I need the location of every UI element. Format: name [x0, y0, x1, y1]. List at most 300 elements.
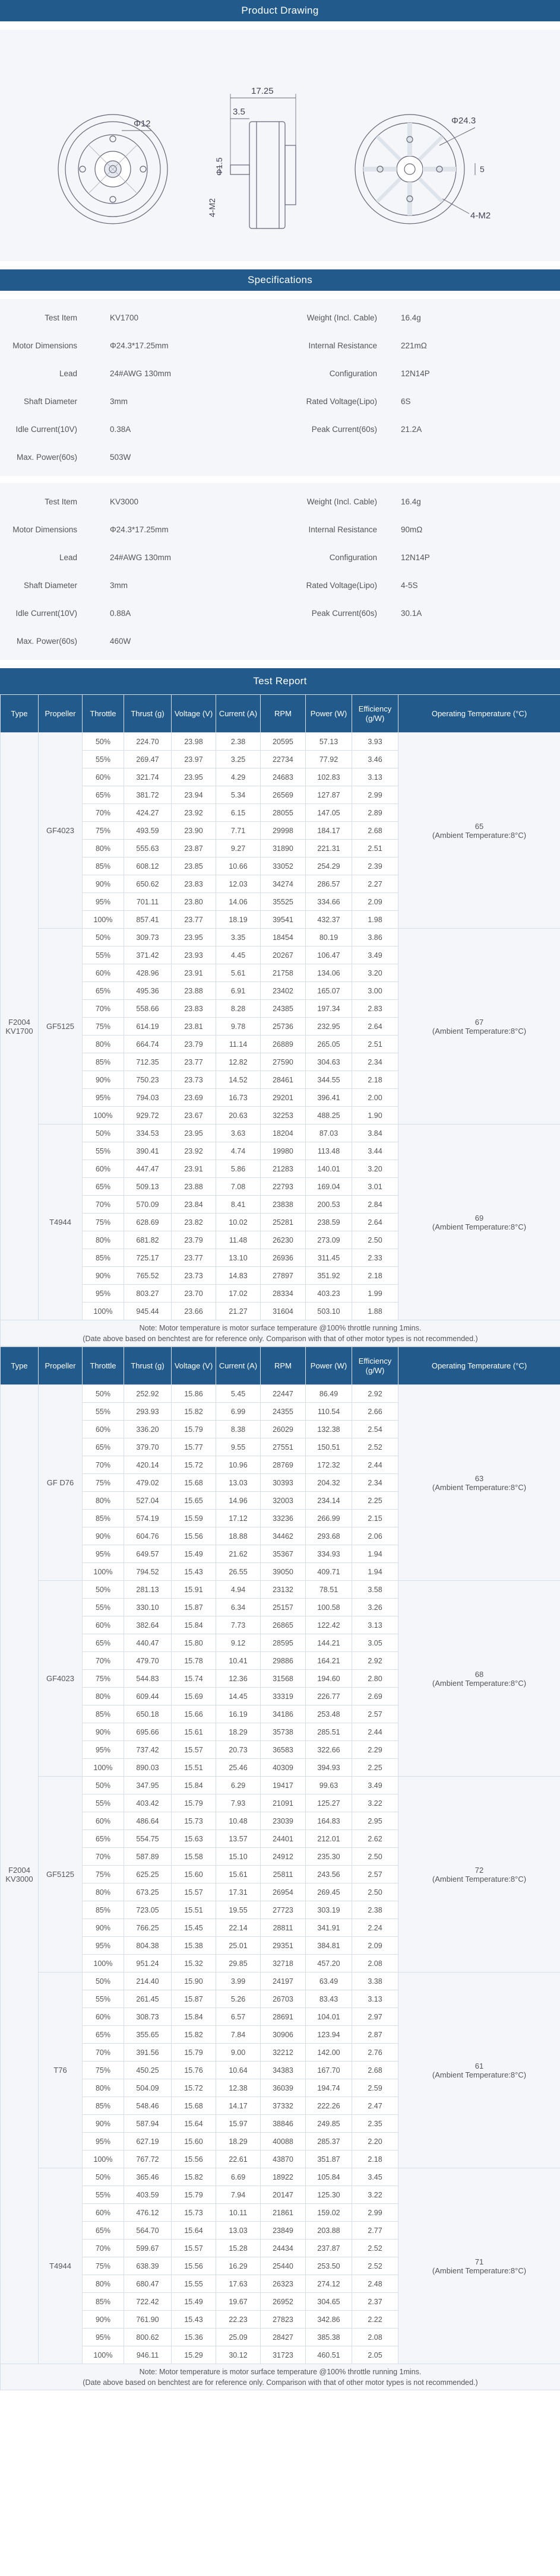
table-row: [1, 1581, 560, 1599]
data-cell: 15.65: [172, 1492, 216, 1510]
header-row: [1, 1347, 560, 1385]
data-cell: 12.38: [216, 2079, 261, 2097]
spec-value: 16.4g: [401, 497, 421, 506]
data-cell: 100%: [83, 1303, 124, 1320]
data-cell: 391.56: [124, 2044, 172, 2062]
column-header: Type: [1, 695, 39, 733]
spec-row: [0, 488, 560, 516]
data-cell: 555.63: [124, 840, 172, 857]
data-cell: 15.73: [172, 2204, 216, 2222]
data-cell: 3.45: [352, 2168, 398, 2186]
data-cell: 28769: [261, 1456, 306, 1474]
data-cell: 26.55: [216, 1563, 261, 1581]
data-cell: 1.99: [352, 1285, 398, 1303]
data-cell: 334.66: [306, 893, 352, 911]
product-drawing-title: Product Drawing: [241, 5, 319, 16]
data-cell: 95%: [83, 1285, 124, 1303]
data-cell: 34462: [261, 1527, 306, 1545]
data-cell: 574.19: [124, 1510, 172, 1527]
data-cell: 303.19: [306, 1901, 352, 1919]
data-cell: 23.97: [172, 751, 216, 768]
data-cell: 5.26: [216, 1990, 261, 2008]
data-cell: 558.66: [124, 1000, 172, 1018]
note-line-2: (Date above based on benchtest are for reference only. Comparison with that of other motor types is not recommended.): [83, 2378, 478, 2387]
data-cell: 2.18: [352, 1071, 398, 1089]
data-cell: 27551: [261, 1438, 306, 1456]
data-cell: 15.28: [216, 2240, 261, 2257]
data-cell: 23.90: [172, 822, 216, 840]
spec-label: Idle Current(10V): [15, 609, 77, 618]
data-cell: 125.27: [306, 1794, 352, 1812]
data-cell: 304.63: [306, 1053, 352, 1071]
data-cell: 2.29: [352, 1741, 398, 1759]
column-header: Power (W): [306, 1347, 352, 1385]
data-cell: 15.56: [172, 2151, 216, 2168]
data-cell: 200.53: [306, 1196, 352, 1214]
data-cell: 341.91: [306, 1919, 352, 1937]
data-cell: 293.68: [306, 1527, 352, 1545]
data-cell: 19.67: [216, 2293, 261, 2311]
data-cell: 15.32: [172, 1955, 216, 1973]
data-cell: 673.25: [124, 1883, 172, 1901]
data-cell: 237.87: [306, 2240, 352, 2257]
data-cell: 15.82: [172, 2168, 216, 2186]
data-cell: 28811: [261, 1919, 306, 1937]
data-cell: 15.43: [172, 1563, 216, 1581]
data-cell: 14.17: [216, 2097, 261, 2115]
data-cell: 479.02: [124, 1474, 172, 1492]
data-cell: 33319: [261, 1688, 306, 1705]
data-cell: 24385: [261, 1000, 306, 1018]
table-row: [1, 1973, 560, 1990]
data-cell: 35525: [261, 893, 306, 911]
spec-value: 0.38A: [110, 425, 131, 434]
spec-value: KV1700: [110, 313, 139, 322]
data-cell: 1.98: [352, 911, 398, 929]
dim-width: 17.25: [251, 86, 274, 96]
data-cell: 70%: [83, 1652, 124, 1670]
data-cell: 90%: [83, 1527, 124, 1545]
data-cell: 100%: [83, 1955, 124, 1973]
data-cell: 725.17: [124, 1249, 172, 1267]
data-cell: 26952: [261, 2293, 306, 2311]
data-cell: 2.95: [352, 1812, 398, 1830]
data-cell: 15.74: [172, 1670, 216, 1688]
data-cell: 23132: [261, 1581, 306, 1599]
data-cell: 234.14: [306, 1492, 352, 1510]
note-line-1: Note: Motor temperature is motor surface temperature @100% throttle running 1mins.: [139, 2367, 422, 2376]
data-cell: 2.44: [352, 1456, 398, 1474]
data-cell: 194.60: [306, 1670, 352, 1688]
data-cell: 95%: [83, 1937, 124, 1955]
data-cell: 26029: [261, 1421, 306, 1438]
spec-row: [0, 443, 560, 471]
data-cell: 6.29: [216, 1777, 261, 1794]
data-cell: 450.25: [124, 2062, 172, 2079]
data-cell: 2.48: [352, 2275, 398, 2293]
data-cell: 15.86: [172, 1385, 216, 1403]
data-cell: 403.23: [306, 1285, 352, 1303]
test-report-title: Test Report: [253, 675, 307, 687]
temperature-cell: [398, 1125, 560, 1320]
data-cell: 90%: [83, 1919, 124, 1937]
temperature-note: (Ambient Temperature:8°C): [432, 1874, 527, 1883]
data-cell: 18204: [261, 1125, 306, 1142]
data-cell: 140.01: [306, 1160, 352, 1178]
data-cell: 23.82: [172, 1214, 216, 1231]
data-cell: 15.61: [216, 1866, 261, 1883]
spec-label: Rated Voltage(Lipo): [306, 581, 377, 590]
spec-value: 30.1A: [401, 609, 422, 618]
data-cell: 664.74: [124, 1036, 172, 1053]
motor-type-cell: F2004 KV3000: [1, 1385, 39, 2364]
data-cell: 197.34: [306, 1000, 352, 1018]
data-cell: 15.56: [172, 2257, 216, 2275]
data-cell: 564.70: [124, 2222, 172, 2240]
data-cell: 384.81: [306, 1937, 352, 1955]
data-cell: 2.34: [352, 1053, 398, 1071]
test-report-table: [0, 1346, 560, 2390]
data-cell: 3.93: [352, 733, 398, 751]
data-cell: 608.12: [124, 857, 172, 875]
data-cell: 95%: [83, 1089, 124, 1107]
data-cell: 150.51: [306, 1438, 352, 1456]
data-cell: 23.91: [172, 964, 216, 982]
data-cell: 57.13: [306, 733, 352, 751]
propeller-cell: GF5125: [39, 929, 83, 1125]
data-cell: 40309: [261, 1759, 306, 1777]
data-cell: 80%: [83, 1688, 124, 1705]
data-cell: 10.11: [216, 2204, 261, 2222]
data-cell: 24434: [261, 2240, 306, 2257]
data-cell: 19417: [261, 1777, 306, 1794]
data-cell: 951.24: [124, 1955, 172, 1973]
data-cell: 100%: [83, 1759, 124, 1777]
spec-label: Max. Power(60s): [16, 637, 77, 646]
data-cell: 60%: [83, 2008, 124, 2026]
data-cell: 29998: [261, 822, 306, 840]
data-cell: 695.66: [124, 1723, 172, 1741]
data-cell: 15.63: [172, 1830, 216, 1848]
data-cell: 147.05: [306, 804, 352, 822]
spec-value: 503W: [110, 453, 131, 462]
data-cell: 14.06: [216, 893, 261, 911]
spec-value: 221mΩ: [401, 341, 427, 350]
data-cell: 55%: [83, 751, 124, 768]
data-cell: 308.73: [124, 2008, 172, 2026]
data-cell: 20147: [261, 2186, 306, 2204]
data-cell: 95%: [83, 1545, 124, 1563]
data-cell: 75%: [83, 1018, 124, 1036]
data-cell: 12.36: [216, 1670, 261, 1688]
spec-label: Max. Power(60s): [16, 453, 77, 462]
data-cell: 15.97: [216, 2115, 261, 2133]
data-cell: 34383: [261, 2062, 306, 2079]
data-cell: 330.10: [124, 1599, 172, 1616]
data-cell: 18.29: [216, 2133, 261, 2151]
data-cell: 2.20: [352, 2133, 398, 2151]
data-cell: 2.64: [352, 1018, 398, 1036]
data-cell: 10.41: [216, 1652, 261, 1670]
data-cell: 232.95: [306, 1018, 352, 1036]
dim-5: 5: [480, 164, 485, 174]
data-cell: 23.79: [172, 1231, 216, 1249]
data-cell: 50%: [83, 1385, 124, 1403]
data-cell: 122.42: [306, 1616, 352, 1634]
header-row: [1, 695, 560, 733]
data-cell: 20595: [261, 733, 306, 751]
data-cell: 85%: [83, 2293, 124, 2311]
data-cell: 214.40: [124, 1973, 172, 1990]
data-cell: 21861: [261, 2204, 306, 2222]
data-cell: 2.18: [352, 2151, 398, 2168]
data-cell: 24355: [261, 1403, 306, 1421]
data-cell: 55%: [83, 1599, 124, 1616]
data-cell: 85%: [83, 1249, 124, 1267]
data-cell: 3.44: [352, 1142, 398, 1160]
data-cell: 15.82: [172, 1403, 216, 1421]
data-cell: 15.80: [172, 1634, 216, 1652]
data-cell: 3.00: [352, 982, 398, 1000]
data-cell: 65%: [83, 1438, 124, 1456]
spec-label: Weight (Incl. Cable): [306, 313, 377, 322]
data-cell: 355.65: [124, 2026, 172, 2044]
data-cell: 2.25: [352, 1759, 398, 1777]
column-header: Type: [1, 1347, 39, 1385]
spec-row: [0, 516, 560, 544]
data-cell: 15.84: [172, 2008, 216, 2026]
data-cell: 15.84: [172, 1777, 216, 1794]
data-cell: 2.25: [352, 1492, 398, 1510]
data-cell: 212.01: [306, 1830, 352, 1848]
data-cell: 6.15: [216, 804, 261, 822]
data-cell: 23.79: [172, 1036, 216, 1053]
data-cell: 70%: [83, 1848, 124, 1866]
data-cell: 85%: [83, 2097, 124, 2115]
data-cell: 25281: [261, 1214, 306, 1231]
data-cell: 25811: [261, 1866, 306, 1883]
data-cell: 29351: [261, 1937, 306, 1955]
data-cell: 28055: [261, 804, 306, 822]
data-cell: 39541: [261, 911, 306, 929]
data-cell: 2.22: [352, 2311, 398, 2329]
data-cell: 2.44: [352, 1723, 398, 1741]
column-header: Throttle: [83, 695, 124, 733]
data-cell: 15.72: [172, 2079, 216, 2097]
data-cell: 285.51: [306, 1723, 352, 1741]
data-cell: 321.74: [124, 768, 172, 786]
data-cell: 479.70: [124, 1652, 172, 1670]
data-cell: 382.64: [124, 1616, 172, 1634]
data-cell: 946.11: [124, 2346, 172, 2364]
data-cell: 23.77: [172, 1053, 216, 1071]
data-cell: 253.50: [306, 2257, 352, 2275]
data-cell: 761.90: [124, 2311, 172, 2329]
spec-label: Rated Voltage(Lipo): [306, 397, 377, 406]
data-cell: 102.83: [306, 768, 352, 786]
temperature-value: 67: [474, 1017, 484, 1027]
data-cell: 929.72: [124, 1107, 172, 1125]
data-cell: 15.61: [172, 1723, 216, 1741]
data-cell: 3.25: [216, 751, 261, 768]
data-cell: 99.63: [306, 1777, 352, 1794]
data-cell: 6.69: [216, 2168, 261, 2186]
data-cell: 15.87: [172, 1599, 216, 1616]
spec-row: [0, 599, 560, 627]
data-cell: 20.63: [216, 1107, 261, 1125]
data-cell: 31568: [261, 1670, 306, 1688]
data-cell: 18454: [261, 929, 306, 946]
data-cell: 2.52: [352, 2240, 398, 2257]
column-header: Thrust (g): [124, 695, 172, 733]
data-cell: 15.68: [172, 2097, 216, 2115]
data-cell: 243.56: [306, 1866, 352, 1883]
spec-label: Internal Resistance: [308, 525, 377, 534]
data-cell: 100%: [83, 911, 124, 929]
data-cell: 23.73: [172, 1071, 216, 1089]
data-cell: 15.66: [172, 1705, 216, 1723]
data-cell: 18922: [261, 2168, 306, 2186]
data-cell: 221.31: [306, 840, 352, 857]
data-cell: 25736: [261, 1018, 306, 1036]
data-cell: 371.42: [124, 946, 172, 964]
note-row: [1, 1320, 560, 1346]
data-cell: 8.28: [216, 1000, 261, 1018]
data-cell: 15.45: [172, 1919, 216, 1937]
data-cell: 23.80: [172, 893, 216, 911]
data-cell: 24401: [261, 1830, 306, 1848]
data-cell: 2.99: [352, 2204, 398, 2222]
data-cell: 765.52: [124, 1267, 172, 1285]
data-cell: 3.63: [216, 1125, 261, 1142]
data-cell: 16.19: [216, 1705, 261, 1723]
data-cell: 2.15: [352, 1510, 398, 1527]
table-row: [1, 1777, 560, 1794]
motor-front-view: [58, 115, 167, 224]
data-cell: 609.44: [124, 1688, 172, 1705]
data-cell: 548.46: [124, 2097, 172, 2115]
data-cell: 424.27: [124, 804, 172, 822]
table-row: [1, 733, 560, 751]
data-cell: 252.92: [124, 1385, 172, 1403]
data-cell: 31723: [261, 2346, 306, 2364]
data-cell: 85%: [83, 1705, 124, 1723]
data-cell: 13.03: [216, 2222, 261, 2240]
data-cell: 266.99: [306, 1510, 352, 1527]
data-cell: 70%: [83, 1456, 124, 1474]
spec-label: Motor Dimensions: [12, 525, 77, 534]
data-cell: 65%: [83, 1634, 124, 1652]
data-cell: 2.83: [352, 1000, 398, 1018]
data-cell: 90%: [83, 1071, 124, 1089]
data-cell: 2.51: [352, 840, 398, 857]
data-cell: 123.94: [306, 2026, 352, 2044]
data-cell: 23.69: [172, 1089, 216, 1107]
data-cell: 800.62: [124, 2329, 172, 2346]
data-cell: 32212: [261, 2044, 306, 2062]
data-cell: 132.38: [306, 1421, 352, 1438]
data-cell: 599.67: [124, 2240, 172, 2257]
data-cell: 30.12: [216, 2346, 261, 2364]
temperature-cell: [398, 1385, 560, 1581]
data-cell: 945.44: [124, 1303, 172, 1320]
data-cell: 75%: [83, 1670, 124, 1688]
data-cell: 25.09: [216, 2329, 261, 2346]
data-cell: 403.59: [124, 2186, 172, 2204]
spec-label: Shaft Diameter: [23, 397, 77, 406]
data-cell: 1.94: [352, 1545, 398, 1563]
data-cell: 60%: [83, 1421, 124, 1438]
data-cell: 26703: [261, 1990, 306, 2008]
data-cell: 70%: [83, 1000, 124, 1018]
spec-label: Weight (Incl. Cable): [306, 497, 377, 506]
data-cell: 15.69: [172, 1688, 216, 1705]
data-cell: 311.45: [306, 1249, 352, 1267]
data-cell: 2.69: [352, 1688, 398, 1705]
propeller-cell: GF D76: [39, 1385, 83, 1581]
data-cell: 33052: [261, 857, 306, 875]
column-header: Efficiency (g/W): [352, 1347, 398, 1385]
data-cell: 15.72: [172, 1456, 216, 1474]
data-cell: 712.35: [124, 1053, 172, 1071]
data-cell: 2.05: [352, 2346, 398, 2364]
data-cell: 17.31: [216, 1883, 261, 1901]
data-cell: 2.54: [352, 1421, 398, 1438]
propeller-cell: GF4023: [39, 1581, 83, 1777]
spec-rows: [0, 299, 560, 476]
data-cell: 15.10: [216, 1848, 261, 1866]
spec-value: 21.2A: [401, 425, 422, 434]
data-cell: 32003: [261, 1492, 306, 1510]
data-cell: 7.93: [216, 1794, 261, 1812]
data-cell: 16.73: [216, 1089, 261, 1107]
data-cell: 31604: [261, 1303, 306, 1320]
data-cell: 3.49: [352, 946, 398, 964]
data-cell: 113.48: [306, 1142, 352, 1160]
spec-label: Configuration: [329, 553, 377, 562]
spec-row: [0, 544, 560, 571]
data-cell: 75%: [83, 1474, 124, 1492]
data-cell: 17.02: [216, 1285, 261, 1303]
data-cell: 649.57: [124, 1545, 172, 1563]
temperature-value: 72: [474, 1865, 484, 1875]
data-cell: 420.14: [124, 1456, 172, 1474]
data-cell: 13.57: [216, 1830, 261, 1848]
data-cell: 428.96: [124, 964, 172, 982]
data-cell: 22734: [261, 751, 306, 768]
table-row: [1, 1385, 560, 1403]
data-cell: 75%: [83, 2062, 124, 2079]
spec-label: Test Item: [45, 313, 77, 322]
data-cell: 2.51: [352, 1036, 398, 1053]
data-cell: 169.04: [306, 1178, 352, 1196]
data-cell: 95%: [83, 2329, 124, 2346]
data-cell: 13.03: [216, 1474, 261, 1492]
data-cell: 269.47: [124, 751, 172, 768]
data-cell: 544.83: [124, 1670, 172, 1688]
data-cell: 293.93: [124, 1403, 172, 1421]
data-cell: 15.84: [172, 1616, 216, 1634]
data-cell: 142.00: [306, 2044, 352, 2062]
data-cell: 65%: [83, 982, 124, 1000]
data-cell: 22447: [261, 1385, 306, 1403]
data-cell: 90%: [83, 1267, 124, 1285]
data-cell: 15.49: [172, 2293, 216, 2311]
data-cell: 3.22: [352, 2186, 398, 2204]
data-cell: 2.39: [352, 857, 398, 875]
data-cell: 6.34: [216, 1599, 261, 1616]
temperature-value: 68: [474, 1669, 484, 1679]
